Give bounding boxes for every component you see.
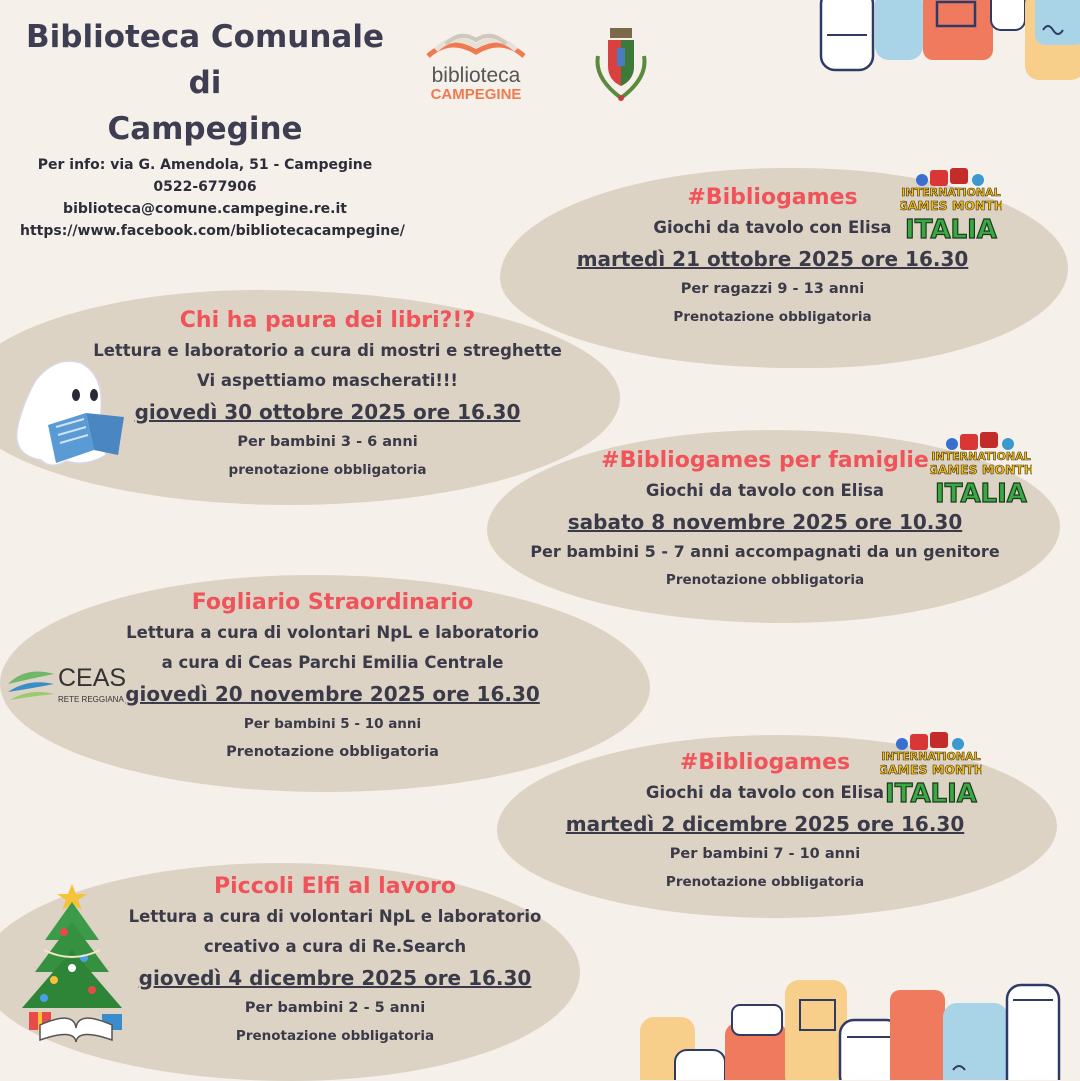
games-month-logo-1: [900, 168, 1002, 242]
event-description: Giochi da tavolo con Elisa: [645, 481, 885, 500]
event-date: martedì 21 ottobre 2025 ore 16.30: [576, 247, 969, 271]
header-block: [20, 14, 405, 242]
logo-word2: CAMPEGINE: [430, 86, 522, 103]
coat-of-arms-icon: [588, 26, 654, 106]
ceas-sub: RETE REGGIANA: [58, 695, 124, 704]
event-description: Lettura a cura di volontari NpL e laboratorio: [126, 623, 539, 642]
event-title: #Bibliogames: [679, 750, 851, 775]
igm-line3: ITALIA: [885, 779, 977, 806]
games-month-logo-3: [880, 732, 982, 806]
event-booking: Prenotazione obbligatoria: [665, 874, 865, 890]
event-audience: Per bambini 3 - 6 anni: [237, 434, 418, 450]
event-booking: Prenotazione obbligatoria: [235, 1028, 435, 1044]
library-name-line2: Campegine: [107, 111, 303, 147]
igm-line2: GAMES MONTH: [900, 198, 1002, 213]
event-date: sabato 8 novembre 2025 ore 10.30: [567, 510, 963, 534]
igm-line3: ITALIA: [935, 479, 1027, 506]
event-date: giovedì 20 novembre 2025 ore 16.30: [125, 682, 540, 706]
address: Per info: via G. Amendola, 51 - Campegine: [37, 157, 373, 173]
event-audience: Per bambini 5 - 10 anni: [243, 716, 422, 732]
event-date: giovedì 30 ottobre 2025 ore 16.30: [134, 400, 521, 424]
event-description-2: a cura di Ceas Parchi Emilia Centrale: [161, 653, 504, 672]
event-description: Giochi da tavolo con Elisa: [645, 783, 885, 802]
igm-line1: INTERNATIONAL: [931, 450, 1031, 463]
logo-word1: biblioteca: [431, 64, 521, 87]
christmas-tree-icon: [14, 880, 139, 1045]
books-bottom-decoration: [635, 975, 1080, 1080]
books-top-decoration: [815, 0, 1080, 85]
event-booking: prenotazione obbligatoria: [228, 462, 427, 478]
email-link[interactable]: biblioteca@comune.campegine.re.it: [63, 201, 347, 217]
ghost-reading-icon: [6, 355, 131, 475]
open-book-icon: [420, 22, 532, 62]
event-card-6: [115, 872, 555, 1050]
event-description-2: Vi aspettiamo mascherati!!!: [197, 371, 458, 390]
event-title: Piccoli Elfi al lavoro: [214, 874, 456, 899]
event-title: Chi ha paura dei libri?!?: [179, 308, 476, 333]
event-booking: Prenotazione obbligatoria: [665, 572, 865, 588]
event-card-4: [110, 588, 555, 766]
event-description: Lettura e laboratorio a cura di mostri e streghette: [93, 341, 562, 360]
igm-line3: ITALIA: [905, 215, 997, 242]
leaf-wave-icon: [6, 664, 56, 706]
igm-line2: GAMES MONTH: [880, 762, 982, 777]
event-title: Fogliario Straordinario: [191, 590, 474, 615]
event-description-2: creativo a cura di Re.Search: [203, 937, 467, 956]
event-description: Giochi da tavolo con Elisa: [653, 218, 892, 237]
ceas-logo: [6, 662, 128, 708]
igm-line1: INTERNATIONAL: [881, 750, 981, 763]
library-name-line1: Biblioteca Comunale di: [26, 19, 384, 101]
event-card-2: [90, 306, 565, 484]
event-date: giovedì 4 dicembre 2025 ore 16.30: [138, 966, 532, 990]
event-audience: Per bambini 7 - 10 anni: [669, 846, 861, 862]
igm-line1: INTERNATIONAL: [901, 186, 1001, 199]
event-description: Lettura a cura di volontari NpL e laboratorio: [128, 907, 542, 926]
event-audience: Per bambini 5 - 7 anni accompagnati da un genitore: [530, 542, 1000, 561]
event-title: #Bibliogames: [687, 185, 858, 210]
phone: 0522-677906: [153, 179, 257, 195]
event-booking: Prenotazione obbligatoria: [673, 309, 872, 325]
biblioteca-logo: [420, 22, 532, 104]
facebook-link[interactable]: https://www.facebook.com/bibliotecacampegine/: [20, 223, 405, 239]
games-month-logo-2: [930, 432, 1032, 506]
event-title: #Bibliogames per famiglie: [601, 448, 929, 473]
event-booking: Prenotazione obbligatoria: [226, 744, 439, 760]
igm-line2: GAMES MONTH: [930, 462, 1032, 477]
ceas-name: CEAS: [58, 664, 127, 692]
event-audience: Per ragazzi 9 - 13 anni: [680, 281, 865, 297]
event-date: martedì 2 dicembre 2025 ore 16.30: [565, 812, 965, 836]
event-audience: Per bambini 2 - 5 anni: [244, 1000, 426, 1016]
